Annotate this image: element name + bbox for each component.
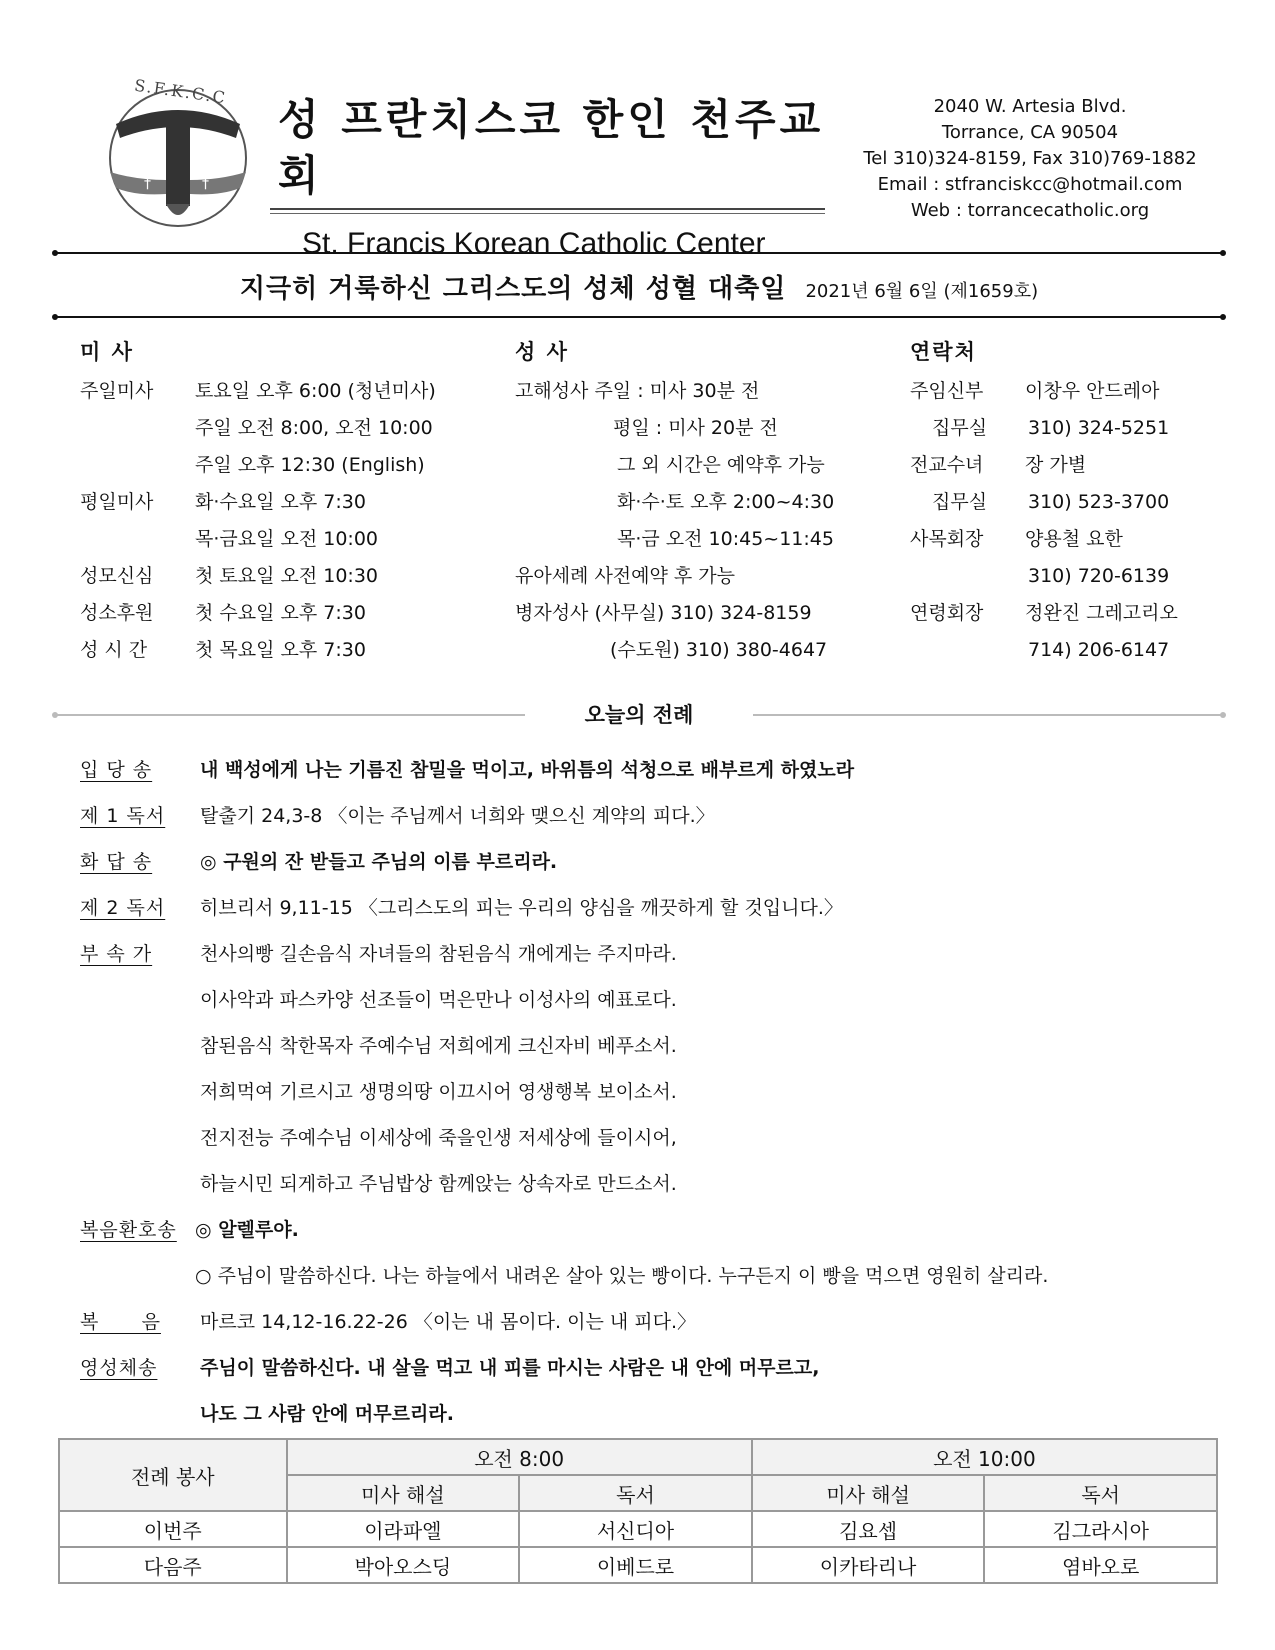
church-name-korean: 성 프란치스코 한인 천주교회 bbox=[278, 95, 825, 200]
communion-line: 나도 그 사람 안에 머무르리라. bbox=[200, 1403, 454, 1425]
mass-row bbox=[80, 450, 510, 487]
table-row bbox=[59, 1511, 1217, 1547]
entrance-antiphon bbox=[80, 755, 855, 785]
sacrament-row bbox=[515, 413, 895, 450]
mass-time-header: 오전 8:00 bbox=[287, 1439, 752, 1475]
contact-value: 310) 720-6139 bbox=[1028, 565, 1170, 587]
sacrament-value: 그 외 시간은 예약후 가능 bbox=[617, 454, 825, 476]
contacts bbox=[910, 336, 1220, 672]
church-title bbox=[270, 92, 830, 266]
table-cell: 염바오로 bbox=[984, 1547, 1217, 1583]
logo-text: S.F.K.C.C bbox=[133, 75, 229, 108]
sacrament-row bbox=[515, 561, 895, 598]
address-email: Email : stfranciskcc@hotmail.com bbox=[877, 174, 1183, 195]
sacrament-row bbox=[515, 376, 895, 413]
table-header-row bbox=[59, 1439, 1217, 1475]
table-cell: 이베드로 bbox=[519, 1547, 752, 1583]
sequence-line: 저희먹여 기르시고 생명의땅 이끄시어 영생행복 보이소서. bbox=[200, 1081, 677, 1103]
mass-label: 성모신심 bbox=[80, 565, 154, 587]
address-phone: Tel 310)324-8159, Fax 310)769-1882 bbox=[863, 148, 1197, 169]
alleluia-verse: ○ 주님이 말씀하신다. 나는 하늘에서 내려온 살아 있는 빵이다. 누구든지 이 빵을 먹으면 영원히 살리라. bbox=[195, 1265, 1049, 1287]
mass-row bbox=[80, 487, 510, 524]
mass-row bbox=[80, 413, 510, 450]
feast-heading bbox=[55, 268, 1223, 305]
church-name-english: St. Francis Korean Catholic Center bbox=[302, 227, 766, 260]
contact-value: 이창우 안드레아 bbox=[1025, 380, 1160, 402]
psalm-text: ◎ 구원의 잔 받들고 주님의 이름 부르리라. bbox=[200, 851, 558, 873]
sacrament-value: 평일 : 미사 20분 전 bbox=[613, 417, 778, 439]
mass-row bbox=[80, 635, 510, 672]
gospel bbox=[80, 1307, 696, 1337]
address-street: 2040 W. Artesia Blvd. bbox=[933, 96, 1127, 117]
title-divider bbox=[270, 208, 825, 214]
mass-value: 첫 목요일 오후 7:30 bbox=[195, 639, 366, 661]
alleluia-text: ◎ 알렐루야. bbox=[195, 1219, 299, 1241]
table-cell: 서신디아 bbox=[519, 1511, 752, 1547]
contact-label: 연령회장 bbox=[910, 602, 984, 624]
communion-label: 영성체송 bbox=[80, 1357, 158, 1379]
header-divider-bottom bbox=[55, 316, 1223, 318]
sequence-line: 하늘시민 되게하고 주님밥상 함께앉는 상속자로 만드소서. bbox=[200, 1173, 677, 1195]
reading2-text: 히브리서 9,11-15 〈그리스도의 피는 우리의 양심을 깨끗하게 할 것입니다.〉 bbox=[200, 897, 843, 919]
reading2-label: 제 2 독서 bbox=[80, 897, 166, 919]
mass-label: 주일미사 bbox=[80, 380, 154, 402]
second-reading bbox=[80, 893, 843, 923]
contact-label: 집무실 bbox=[932, 491, 988, 513]
mass-value: 목·금요일 오전 10:00 bbox=[195, 528, 378, 550]
gospel-text: 마르코 14,12-16.22-26 〈이는 내 몸이다. 이는 내 피다.〉 bbox=[200, 1311, 696, 1333]
address-web: Web : torrancecatholic.org bbox=[910, 200, 1150, 221]
contact-row bbox=[910, 450, 1220, 487]
contacts-heading: 연락처 bbox=[910, 340, 977, 364]
contact-label: 집무실 bbox=[932, 417, 988, 439]
mass-value: 첫 토요일 오전 10:30 bbox=[195, 565, 378, 587]
feast-title: 지극히 거룩하신 그리스도의 성체 성혈 대축일 bbox=[239, 274, 787, 304]
contact-value: 정완진 그레고리오 bbox=[1025, 602, 1178, 624]
header-divider-top bbox=[55, 252, 1223, 254]
contact-value: 310) 324-5251 bbox=[1028, 417, 1170, 439]
role-header: 독서 bbox=[984, 1475, 1217, 1511]
sequence-line: 이사악과 파스카양 선조들이 먹은만나 이성사의 예표로다. bbox=[200, 989, 677, 1011]
mass-heading: 미 사 bbox=[80, 340, 134, 364]
contact-value: 310) 523-3700 bbox=[1028, 491, 1170, 513]
mass-row bbox=[80, 598, 510, 635]
communion-line: 주님이 말씀하신다. 내 살을 먹고 내 피를 마시는 사람은 내 안에 머무르고, bbox=[200, 1357, 820, 1379]
gospel-label: 복 음 bbox=[80, 1311, 161, 1333]
contact-label: 전교수녀 bbox=[910, 454, 984, 476]
mass-row bbox=[80, 524, 510, 561]
table-cell: 이라파엘 bbox=[287, 1511, 520, 1547]
sacrament-row bbox=[515, 524, 895, 561]
contact-row bbox=[910, 598, 1220, 635]
sacrament-row bbox=[515, 450, 895, 487]
mass-value: 첫 수요일 오후 7:30 bbox=[195, 602, 366, 624]
mass-value: 주일 오후 12:30 (English) bbox=[195, 454, 425, 476]
alleluia-label: 복음환호송 bbox=[80, 1219, 177, 1241]
psalm-label: 화 답 송 bbox=[80, 851, 153, 873]
table-cell: 이카타리나 bbox=[752, 1547, 985, 1583]
church-address bbox=[860, 94, 1200, 224]
role-header: 미사 해설 bbox=[287, 1475, 520, 1511]
sacrament-row bbox=[515, 487, 895, 524]
contact-value: 장 가별 bbox=[1025, 454, 1087, 476]
reading1-label: 제 1 독서 bbox=[80, 805, 166, 827]
contact-row bbox=[910, 524, 1220, 561]
entrance-text: 내 백성에게 나는 기름진 참밀을 먹이고, 바위틈의 석청으로 배부르게 하였노라 bbox=[200, 759, 855, 781]
mass-row bbox=[80, 376, 510, 413]
sacrament-row bbox=[515, 635, 895, 672]
sequence-line: 천사의빵 길손음식 자녀들의 참된음식 개에게는 주지마라. bbox=[200, 943, 677, 965]
sacraments-schedule bbox=[515, 336, 895, 672]
gospel-acclamation bbox=[80, 1215, 299, 1245]
mass-value: 화·수요일 오후 7:30 bbox=[195, 491, 366, 513]
mass-value: 주일 오전 8:00, 오전 10:00 bbox=[195, 417, 433, 439]
mass-label: 성소후원 bbox=[80, 602, 154, 624]
table-corner: 전례 봉사 bbox=[59, 1439, 287, 1511]
communion-antiphon bbox=[80, 1353, 820, 1383]
week-label: 다음주 bbox=[59, 1547, 287, 1583]
contact-row bbox=[910, 413, 1220, 450]
contact-row bbox=[910, 376, 1220, 413]
table-row bbox=[59, 1547, 1217, 1583]
church-logo bbox=[96, 76, 266, 236]
contact-row bbox=[910, 635, 1220, 672]
sacrament-row bbox=[515, 598, 895, 635]
role-header: 미사 해설 bbox=[752, 1475, 985, 1511]
week-label: 이번주 bbox=[59, 1511, 287, 1547]
mass-time-header: 오전 10:00 bbox=[752, 1439, 1217, 1475]
mass-schedule bbox=[80, 336, 510, 672]
sacrament-value: 목·금 오전 10:45~11:45 bbox=[617, 528, 834, 550]
sacrament-value: 병자성사 (사무실) 310) 324-8159 bbox=[515, 602, 812, 624]
reading1-text: 탈출기 24,3-8 〈이는 주님께서 너희와 맺으신 계약의 피다.〉 bbox=[200, 805, 715, 827]
responsorial-psalm bbox=[80, 847, 558, 877]
contact-value: 714) 206-6147 bbox=[1028, 639, 1170, 661]
feast-date: 2021년 6월 6일 (제1659호) bbox=[805, 281, 1039, 302]
sequence-line: 참된음식 착한목자 주예수님 저희에게 크신자비 베푸소서. bbox=[200, 1035, 677, 1057]
svg-text:†: † bbox=[144, 176, 151, 192]
sequence bbox=[80, 939, 677, 969]
sacrament-value: 고해성사 주일 : 미사 30분 전 bbox=[515, 380, 760, 402]
table-cell: 김그라시아 bbox=[984, 1511, 1217, 1547]
sequence-line: 전지전능 주예수님 이세상에 죽을인생 저세상에 들이시어, bbox=[200, 1127, 677, 1149]
mass-label: 성 시 간 bbox=[80, 639, 148, 661]
ministry-table bbox=[58, 1438, 1218, 1584]
sacrament-value: 화·수·토 오후 2:00~4:30 bbox=[617, 491, 835, 513]
svg-text:†: † bbox=[202, 176, 209, 192]
liturgy-title: 오늘의 전례 bbox=[584, 703, 694, 727]
sacraments-heading: 성 사 bbox=[515, 340, 569, 364]
table-cell: 김요셉 bbox=[752, 1511, 985, 1547]
contact-row bbox=[910, 561, 1220, 598]
contact-label: 주임신부 bbox=[910, 380, 984, 402]
mass-label: 평일미사 bbox=[80, 491, 154, 513]
mass-value: 토요일 오후 6:00 (청년미사) bbox=[195, 380, 436, 402]
mass-row bbox=[80, 561, 510, 598]
address-city: Torrance, CA 90504 bbox=[941, 122, 1119, 143]
contact-value: 양용철 요한 bbox=[1025, 528, 1123, 550]
liturgy-heading bbox=[55, 700, 1223, 730]
contact-row bbox=[910, 487, 1220, 524]
contact-label: 사목회장 bbox=[910, 528, 984, 550]
table-cell: 박아오스딩 bbox=[287, 1547, 520, 1583]
liturgy-divider-right bbox=[753, 714, 1223, 716]
entrance-label: 입 당 송 bbox=[80, 759, 153, 781]
sacrament-value: (수도원) 310) 380-4647 bbox=[610, 639, 828, 661]
sequence-label: 부 속 가 bbox=[80, 943, 153, 965]
first-reading bbox=[80, 801, 715, 831]
sacrament-value: 유아세례 사전예약 후 가능 bbox=[515, 565, 736, 587]
role-header: 독서 bbox=[519, 1475, 752, 1511]
